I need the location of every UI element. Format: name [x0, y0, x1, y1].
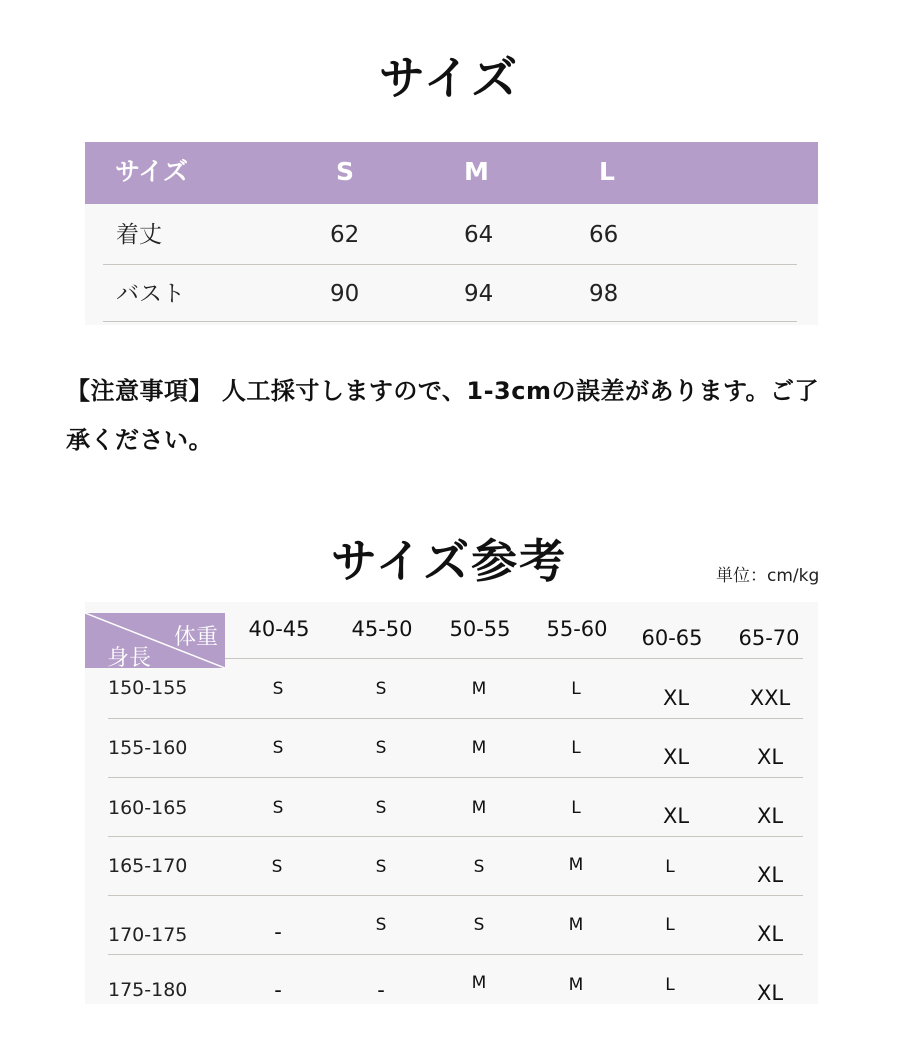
size-cell: -	[377, 978, 385, 1002]
size-header-label: サイズ	[115, 157, 189, 186]
height-label: 175-180	[108, 979, 188, 1001]
size-cell: S	[375, 798, 387, 818]
height-label: 160-165	[108, 797, 188, 819]
size-cell: M	[471, 973, 487, 993]
size-cell: XL	[756, 981, 784, 1005]
height-label: 155-160	[108, 737, 188, 759]
size-cell: L	[665, 857, 675, 877]
size-cell: 64	[464, 222, 494, 248]
size-cell: -	[274, 920, 282, 944]
divider	[108, 718, 803, 719]
size-cell: M	[471, 738, 487, 758]
weight-header: 50-55	[449, 617, 511, 641]
divider	[225, 658, 803, 659]
divider	[103, 264, 797, 265]
divider	[103, 321, 797, 322]
notice-line-1: 【注意事項】 人工採寸しますので、1-3cmの誤差があります。ご了	[66, 377, 820, 405]
divider	[108, 777, 803, 778]
size-cell: L	[665, 915, 675, 935]
size-cell: XL	[662, 804, 690, 828]
size-cell: XL	[756, 922, 784, 946]
size-cell: -	[274, 978, 282, 1002]
size-cell: S	[271, 857, 283, 877]
corner-height-label: 身長	[107, 646, 152, 671]
size-cell: S	[473, 915, 485, 935]
size-cell: M	[568, 975, 584, 995]
size-cell: M	[568, 915, 584, 935]
size-cell: XL	[662, 686, 690, 710]
size-cell: S	[375, 857, 387, 877]
size-cell: M	[471, 798, 487, 818]
size-cell: XL	[756, 804, 784, 828]
size-cell: 90	[330, 281, 360, 307]
height-label: 150-155	[108, 677, 188, 699]
size-cell: XXL	[749, 686, 791, 710]
divider	[108, 954, 803, 955]
reference-title: サイズ参考	[330, 534, 568, 588]
size-cell: M	[568, 855, 584, 875]
corner-weight-label: 体重	[174, 625, 219, 650]
size-row-label-length: 着丈	[116, 222, 162, 248]
size-cell: M	[471, 679, 487, 699]
size-cell: 94	[464, 281, 494, 307]
size-table-header	[85, 142, 818, 204]
size-cell: S	[272, 798, 284, 818]
weight-header: 65-70	[738, 626, 800, 650]
size-cell: 98	[589, 281, 619, 307]
size-header-l: L	[599, 157, 615, 186]
size-cell: L	[665, 975, 675, 995]
size-cell: L	[571, 679, 581, 699]
weight-header: 60-65	[641, 626, 703, 650]
size-header-s: S	[336, 157, 355, 186]
unit-label: 単位：cm/kg	[716, 566, 820, 586]
size-cell: S	[272, 738, 284, 758]
size-cell: L	[571, 798, 581, 818]
weight-header: 55-60	[546, 617, 608, 641]
divider	[108, 895, 803, 896]
size-cell: S	[473, 857, 485, 877]
size-cell: S	[272, 679, 284, 699]
height-label: 165-170	[108, 855, 188, 877]
height-label: 170-175	[108, 924, 188, 946]
divider	[108, 836, 803, 837]
size-row-label-bust: バスト	[116, 281, 185, 307]
size-header-m: M	[464, 157, 489, 186]
size-cell: XL	[756, 745, 784, 769]
weight-header: 40-45	[248, 617, 310, 641]
size-cell: XL	[662, 745, 690, 769]
size-cell: 66	[589, 222, 619, 248]
notice-text	[66, 367, 866, 465]
weight-header: 45-50	[351, 617, 413, 641]
size-cell: S	[375, 915, 387, 935]
size-cell: S	[375, 679, 387, 699]
size-cell: 62	[330, 222, 360, 248]
page-title: サイズ	[378, 51, 520, 105]
size-cell: XL	[756, 863, 784, 887]
size-cell: L	[571, 738, 581, 758]
notice-line-2: 承ください。	[66, 426, 213, 454]
size-cell: S	[375, 738, 387, 758]
